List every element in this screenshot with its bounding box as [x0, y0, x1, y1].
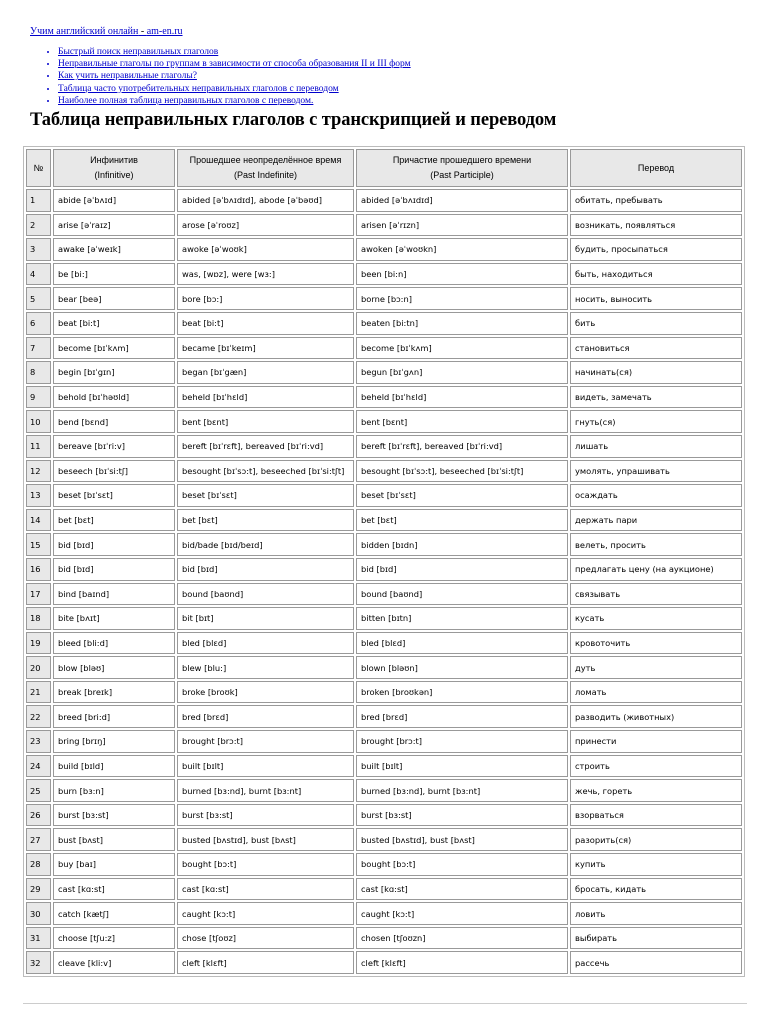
translation-cell: принести [570, 730, 742, 753]
header-infinitive-ru: Инфинитив [90, 155, 138, 165]
row-number: 20 [26, 656, 51, 679]
translation-cell: умолять, упрашивать [570, 460, 742, 483]
past-participle-cell: besought [bɪˈsɔ:t], beseeched [bɪˈsi:tʃt] [356, 460, 568, 483]
translation-cell: предлагать цену (на аукционе) [570, 558, 742, 581]
infinitive-cell: arise [əˈraɪz] [53, 214, 175, 237]
past-indefinite-cell: bred [brɛd] [177, 705, 354, 728]
past-indefinite-cell: cleft [klɛft] [177, 951, 354, 974]
infinitive-cell: catch [kætʃ] [53, 902, 175, 925]
past-indefinite-cell: cast [kɑ:st] [177, 878, 354, 901]
translation-cell: жечь, гореть [570, 779, 742, 802]
header-past-indefinite [177, 149, 354, 187]
translation-cell: взорваться [570, 804, 742, 827]
header-pp-ru: Причастие прошедшего времени [392, 155, 532, 165]
past-indefinite-cell: beat [bi:t] [177, 312, 354, 335]
row-number: 12 [26, 460, 51, 483]
past-indefinite-cell: bled [blɛd] [177, 632, 354, 655]
table-row [26, 779, 742, 802]
infinitive-cell: bear [beə] [53, 287, 175, 310]
past-indefinite-cell: bid [bɪd] [177, 558, 354, 581]
translation-cell: дуть [570, 656, 742, 679]
past-participle-cell: built [bɪlt] [356, 755, 568, 778]
translation-cell: кровоточить [570, 632, 742, 655]
header-infinitive [53, 149, 175, 187]
table-row [26, 312, 742, 335]
translation-cell: разводить (животных) [570, 705, 742, 728]
past-indefinite-cell: bound [baʊnd] [177, 583, 354, 606]
site-link[interactable] [30, 26, 183, 37]
table-row [26, 558, 742, 581]
row-number: 14 [26, 509, 51, 532]
past-indefinite-cell: bent [bɛnt] [177, 410, 354, 433]
past-participle-cell: bitten [bɪtn] [356, 607, 568, 630]
table-row [26, 730, 742, 753]
translation-cell: рассечь [570, 951, 742, 974]
table-row [26, 361, 742, 384]
translation-cell: купить [570, 853, 742, 876]
past-participle-cell: begun [bɪˈgʌn] [356, 361, 568, 384]
translation-cell: носить, выносить [570, 287, 742, 310]
row-number: 13 [26, 484, 51, 507]
table-row [26, 927, 742, 950]
nav-link-how-to-learn[interactable]: • Как учить неправильные глаголы? [58, 70, 411, 82]
row-number: 10 [26, 410, 51, 433]
row-number: 25 [26, 779, 51, 802]
translation-cell: держать пари [570, 509, 742, 532]
table-row [26, 804, 742, 827]
row-number: 1 [26, 189, 51, 212]
past-participle-cell: bid [bɪd] [356, 558, 568, 581]
infinitive-cell: buy [baɪ] [53, 853, 175, 876]
infinitive-cell: bind [baɪnd] [53, 583, 175, 606]
past-indefinite-cell: bore [bɔ:] [177, 287, 354, 310]
past-participle-cell: bred [brɛd] [356, 705, 568, 728]
past-participle-cell: chosen [tʃoʊzn] [356, 927, 568, 950]
infinitive-cell: bereave [bɪˈri:v] [53, 435, 175, 458]
past-indefinite-cell: burned [bɜ:nd], burnt [bɜ:nt] [177, 779, 354, 802]
translation-cell: ломать [570, 681, 742, 704]
row-number: 27 [26, 828, 51, 851]
row-number: 9 [26, 386, 51, 409]
table-row [26, 828, 742, 851]
translation-cell: гнуть(ся) [570, 410, 742, 433]
infinitive-cell: bet [bɛt] [53, 509, 175, 532]
table-row [26, 533, 742, 556]
past-participle-cell: beheld [bɪˈhɛld] [356, 386, 568, 409]
row-number: 29 [26, 878, 51, 901]
row-number: 11 [26, 435, 51, 458]
translation-cell: велеть, просить [570, 533, 742, 556]
table-row [26, 484, 742, 507]
past-indefinite-cell: broke [broʊk] [177, 681, 354, 704]
row-number: 24 [26, 755, 51, 778]
translation-cell: строить [570, 755, 742, 778]
infinitive-cell: bite [bʌɪt] [53, 607, 175, 630]
translation-cell: связывать [570, 583, 742, 606]
table-row [26, 755, 742, 778]
infinitive-cell: choose [tʃu:z] [53, 927, 175, 950]
table-row [26, 656, 742, 679]
past-indefinite-cell: burst [bɜ:st] [177, 804, 354, 827]
infinitive-cell: blow [bləʊ] [53, 656, 175, 679]
infinitive-cell: break [breɪk] [53, 681, 175, 704]
nav-link-common-table[interactable]: • Таблица часто употребительных неправильных глаголов с переводом [58, 83, 411, 95]
nav-link-full-table[interactable]: • Наиболее полная таблица неправильных глаголов с переводом. [58, 95, 411, 107]
past-indefinite-cell: brought [brɔ:t] [177, 730, 354, 753]
infinitive-cell: abide [əˈbʌɪd] [53, 189, 175, 212]
past-participle-cell: brought [brɔ:t] [356, 730, 568, 753]
past-participle-cell: caught [kɔ:t] [356, 902, 568, 925]
past-participle-cell: arisen [əˈrɪzn] [356, 214, 568, 237]
row-number: 6 [26, 312, 51, 335]
past-participle-cell: cleft [klɛft] [356, 951, 568, 974]
infinitive-cell: become [bɪˈkʌm] [53, 337, 175, 360]
table-row [26, 853, 742, 876]
past-indefinite-cell: was, [wɒz], were [wɜ:] [177, 263, 354, 286]
table-row [26, 263, 742, 286]
translation-cell: возникать, появляться [570, 214, 742, 237]
header-past-participle [356, 149, 568, 187]
past-indefinite-cell: built [bɪlt] [177, 755, 354, 778]
translation-cell: быть, находиться [570, 263, 742, 286]
row-number: 31 [26, 927, 51, 950]
header-past-en: (Past Indefinite) [233, 170, 298, 180]
infinitive-cell: breed [bri:d] [53, 705, 175, 728]
site-link-separator: - [138, 26, 147, 37]
table-row [26, 681, 742, 704]
translation-cell: лишать [570, 435, 742, 458]
past-indefinite-cell: bit [bɪt] [177, 607, 354, 630]
infinitive-cell: bid [bɪd] [53, 558, 175, 581]
past-indefinite-cell: bereft [bɪˈrɛft], bereaved [bɪˈri:vd] [177, 435, 354, 458]
past-indefinite-cell: began [bɪˈgæn] [177, 361, 354, 384]
row-number: 22 [26, 705, 51, 728]
past-indefinite-cell: awoke [əˈwoʊk] [177, 238, 354, 261]
past-indefinite-cell: arose [əˈroʊz] [177, 214, 354, 237]
table-row [26, 460, 742, 483]
row-number: 16 [26, 558, 51, 581]
row-number: 21 [26, 681, 51, 704]
infinitive-cell: awake [əˈweɪk] [53, 238, 175, 261]
table-row [26, 902, 742, 925]
table-row [26, 337, 742, 360]
site-domain-link[interactable]: am-en.ru [146, 26, 183, 37]
header-past-ru: Прошедшее неопределённое время [189, 155, 342, 165]
past-participle-cell: been [bi:n] [356, 263, 568, 286]
translation-cell: видеть, замечать [570, 386, 742, 409]
translation-cell: выбирать [570, 927, 742, 950]
irregular-verbs-table [23, 146, 745, 977]
infinitive-cell: bust [bʌst] [53, 828, 175, 851]
past-participle-cell: bet [bɛt] [356, 509, 568, 532]
row-number: 7 [26, 337, 51, 360]
infinitive-cell: burst [bɜ:st] [53, 804, 175, 827]
past-participle-cell: bled [blɛd] [356, 632, 568, 655]
past-indefinite-cell: bought [bɔ:t] [177, 853, 354, 876]
nav-link-groups[interactable]: • Неправильные глаголы по группам в зависимости от способа образования II и III форм [58, 58, 411, 70]
past-indefinite-cell: blew [blu:] [177, 656, 354, 679]
site-link-text[interactable]: Учим английский онлайн [30, 26, 139, 37]
table-body [26, 189, 742, 974]
infinitive-cell: begin [bɪˈgɪn] [53, 361, 175, 384]
infinitive-cell: bring [brɪŋ] [53, 730, 175, 753]
infinitive-cell: behold [bɪˈhəʊld] [53, 386, 175, 409]
table-row [26, 951, 742, 974]
row-number: 18 [26, 607, 51, 630]
bottom-divider [23, 1003, 747, 1004]
translation-cell: бить [570, 312, 742, 335]
table-row [26, 214, 742, 237]
nav-links [40, 46, 411, 107]
past-indefinite-cell: bid/bade [bɪd/beɪd] [177, 533, 354, 556]
translation-cell: обитать, пребывать [570, 189, 742, 212]
infinitive-cell: be [bi:] [53, 263, 175, 286]
header-number: № [26, 149, 51, 187]
infinitive-cell: burn [bɜ:n] [53, 779, 175, 802]
past-participle-cell: busted [bʌstɪd], bust [bʌst] [356, 828, 568, 851]
table-row [26, 509, 742, 532]
past-indefinite-cell: became [bɪˈkeɪm] [177, 337, 354, 360]
table-row [26, 583, 742, 606]
past-indefinite-cell: abided [əˈbʌɪdɪd], abode [əˈbəʊd] [177, 189, 354, 212]
row-number: 3 [26, 238, 51, 261]
nav-link-quick-search[interactable]: • Быстрый поиск неправильных глаголов [58, 46, 411, 58]
header-translation: Перевод [570, 149, 742, 187]
past-participle-cell: beaten [bi:tn] [356, 312, 568, 335]
translation-cell: будить, просыпаться [570, 238, 742, 261]
infinitive-cell: build [bɪld] [53, 755, 175, 778]
table-row [26, 878, 742, 901]
row-number: 5 [26, 287, 51, 310]
past-participle-cell: bidden [bɪdn] [356, 533, 568, 556]
row-number: 30 [26, 902, 51, 925]
row-number: 17 [26, 583, 51, 606]
row-number: 26 [26, 804, 51, 827]
page-title: Таблица неправильных глаголов с транскрипцией и переводом [30, 110, 557, 130]
past-indefinite-cell: beheld [bɪˈhɛld] [177, 386, 354, 409]
infinitive-cell: bid [bɪd] [53, 533, 175, 556]
translation-cell: начинать(ся) [570, 361, 742, 384]
translation-cell: кусать [570, 607, 742, 630]
past-indefinite-cell: besought [bɪˈsɔ:t], beseeched [bɪˈsi:tʃt] [177, 460, 354, 483]
table-row [26, 607, 742, 630]
past-participle-cell: cast [kɑ:st] [356, 878, 568, 901]
header-infinitive-en: (Infinitive) [94, 170, 134, 180]
past-participle-cell: bound [baʊnd] [356, 583, 568, 606]
table-row [26, 632, 742, 655]
translation-cell: становиться [570, 337, 742, 360]
table-row [26, 386, 742, 409]
past-participle-cell: bereft [bɪˈrɛft], bereaved [bɪˈri:vd] [356, 435, 568, 458]
past-indefinite-cell: bet [bɛt] [177, 509, 354, 532]
past-indefinite-cell: caught [kɔ:t] [177, 902, 354, 925]
past-indefinite-cell: chose [tʃoʊz] [177, 927, 354, 950]
past-indefinite-cell: beset [bɪˈsɛt] [177, 484, 354, 507]
row-number: 23 [26, 730, 51, 753]
translation-cell: осаждать [570, 484, 742, 507]
row-number: 2 [26, 214, 51, 237]
past-participle-cell: borne [bɔ:n] [356, 287, 568, 310]
row-number: 4 [26, 263, 51, 286]
past-participle-cell: blown [bləʊn] [356, 656, 568, 679]
infinitive-cell: cast [kɑ:st] [53, 878, 175, 901]
infinitive-cell: bleed [bli:d] [53, 632, 175, 655]
past-participle-cell: burned [bɜ:nd], burnt [bɜ:nt] [356, 779, 568, 802]
table-row [26, 238, 742, 261]
past-participle-cell: broken [broʊkən] [356, 681, 568, 704]
row-number: 15 [26, 533, 51, 556]
table-row [26, 189, 742, 212]
header-pp-en: (Past Participle) [430, 170, 494, 180]
past-participle-cell: awoken [əˈwoʊkn] [356, 238, 568, 261]
table-row [26, 287, 742, 310]
table-row [26, 435, 742, 458]
table-row [26, 410, 742, 433]
infinitive-cell: cleave [kli:v] [53, 951, 175, 974]
past-participle-cell: bent [bɛnt] [356, 410, 568, 433]
past-participle-cell: abided [əˈbʌɪdɪd] [356, 189, 568, 212]
translation-cell: бросать, кидать [570, 878, 742, 901]
row-number: 8 [26, 361, 51, 384]
table-row [26, 705, 742, 728]
table-header-row [26, 149, 742, 187]
infinitive-cell: bend [bɛnd] [53, 410, 175, 433]
translation-cell: разорить(ся) [570, 828, 742, 851]
past-indefinite-cell: busted [bʌstɪd], bust [bʌst] [177, 828, 354, 851]
infinitive-cell: beset [bɪˈsɛt] [53, 484, 175, 507]
infinitive-cell: beseech [bɪˈsi:tʃ] [53, 460, 175, 483]
past-participle-cell: beset [bɪˈsɛt] [356, 484, 568, 507]
row-number: 28 [26, 853, 51, 876]
past-participle-cell: burst [bɜ:st] [356, 804, 568, 827]
past-participle-cell: bought [bɔ:t] [356, 853, 568, 876]
row-number: 19 [26, 632, 51, 655]
infinitive-cell: beat [bi:t] [53, 312, 175, 335]
translation-cell: ловить [570, 902, 742, 925]
past-participle-cell: become [bɪˈkʌm] [356, 337, 568, 360]
row-number: 32 [26, 951, 51, 974]
